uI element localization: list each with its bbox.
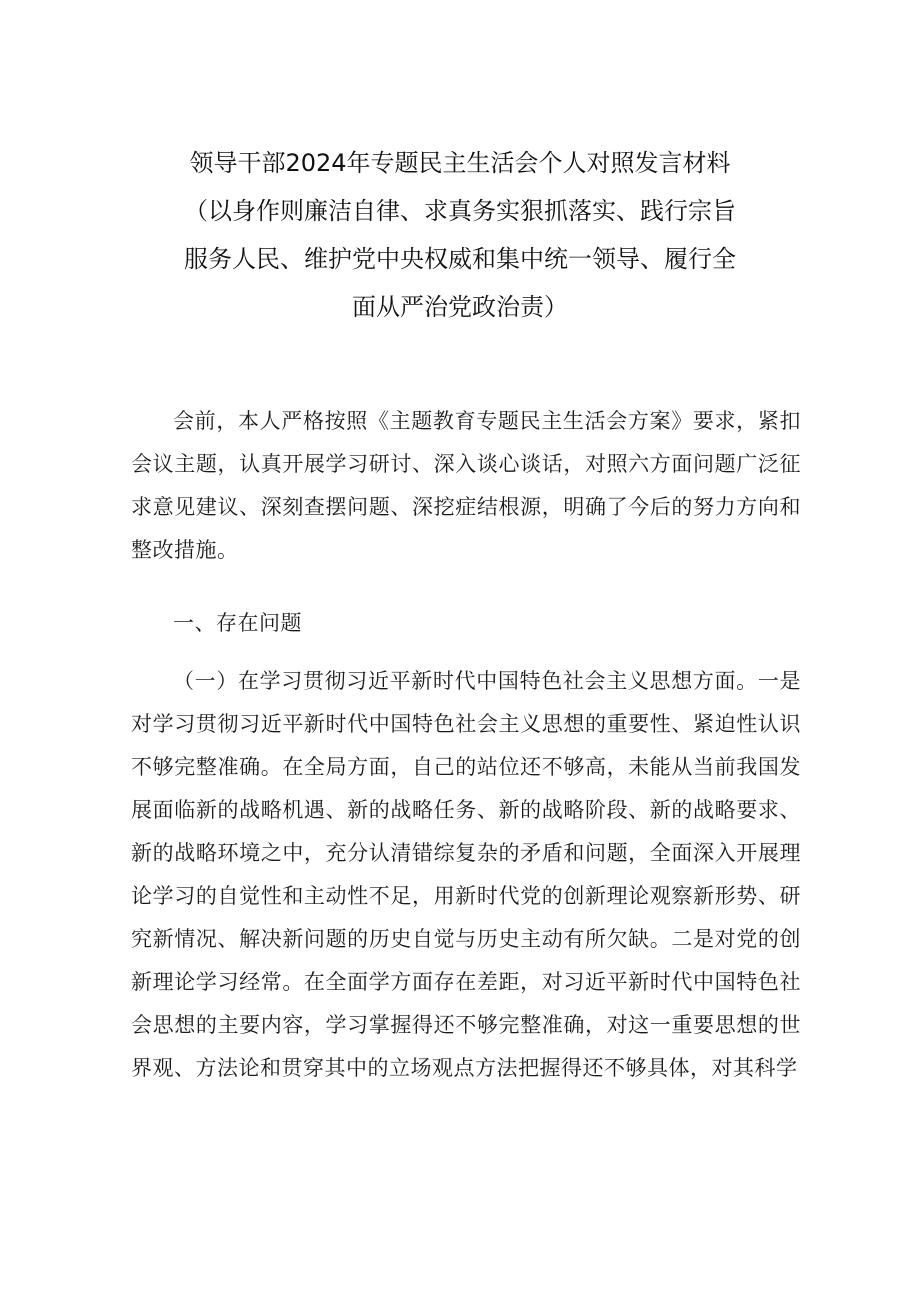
title-line-3: 服务人民、维护党中央权威和集中统一领导、履行全 bbox=[184, 245, 736, 273]
section-heading-problems: 一、存在问题 bbox=[173, 611, 302, 635]
intro-paragraph: 会前，本人严格按照《主题教育专题民主生活会方案》要求，紧扣会议主题，认真开展学习研讨、深入谈心谈话，对照六方面问题广泛征求意见建议、深刻查摆问题、深挖症结根源，明确了今后的努力方向和整改措施。 bbox=[131, 409, 801, 562]
title-line-2: （以身作则廉洁自律、求真务实狠抓落实、践行宗旨 bbox=[184, 197, 736, 225]
title-line-1: 领导干部2024年专题民主生活会个人对照发言材料 bbox=[189, 149, 731, 177]
intro-block bbox=[131, 400, 801, 572]
document-title bbox=[120, 139, 800, 331]
title-line-4: 面从严治党政治责） bbox=[352, 293, 568, 321]
section-heading-block bbox=[131, 602, 801, 645]
subsection-paragraph: （一）在学习贯彻习近平新时代中国特色社会主义思想方面。一是对学习贯彻习近平新时代中国特色社会主义思想的重要性、紧迫性认识不够完整准确。在全局方面，自己的站位还不够高，未能从当前我国发展面临新的战略机遇、新的战略任务、新的战略阶段、新的战略要求、新的战略环境之中，充分认清错综复杂的矛盾和问题，全面深入开展理论学习的自觉性和主动性不足，用新时代党的创新理论观察新形势、研究新情况、解决新问题的历史自觉与历史主动有所欠缺。二是对党的创新理论学习经常。在全面学方面存在差距，对习近平新时代中国特色社会思想的主要内容，学习掌握得还不够完整准确，对这一重要思想的世界观、方法论和贯穿其中的立场观点方法把握得还不够具体，对其科学 bbox=[131, 669, 801, 1080]
subsection-block bbox=[131, 660, 801, 1090]
